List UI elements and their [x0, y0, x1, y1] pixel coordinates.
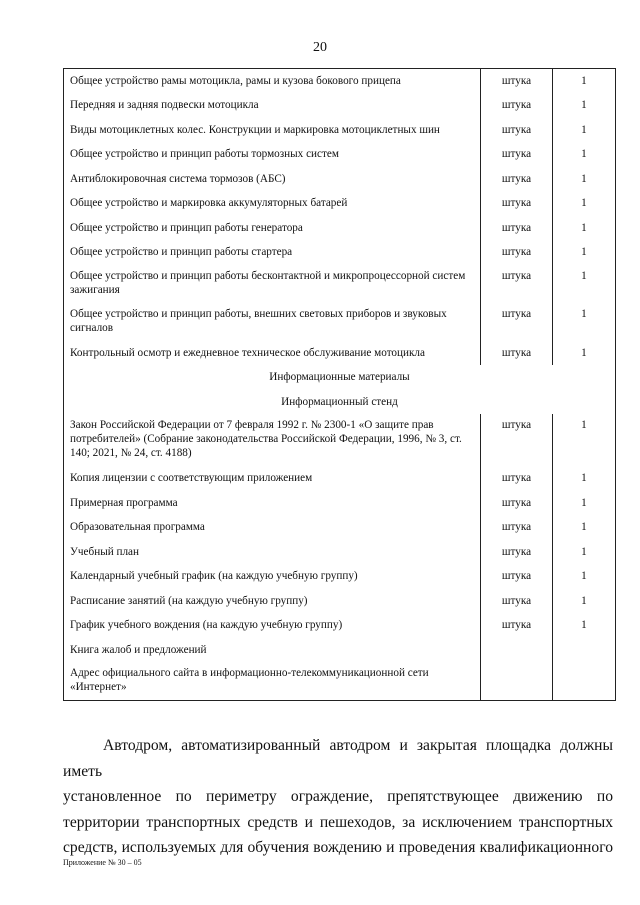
table-row	[64, 638, 616, 663]
row-qty: 1	[552, 216, 615, 241]
row-qty	[552, 662, 615, 700]
row-name: Учебный план	[64, 540, 481, 565]
table-row	[64, 69, 616, 94]
row-qty: 1	[552, 69, 615, 94]
footer-note: Приложение № 30 – 05	[63, 858, 142, 867]
row-unit: штука	[481, 216, 552, 241]
row-unit	[481, 662, 552, 700]
section-row	[64, 390, 616, 415]
row-name: Образовательная программа	[64, 515, 481, 540]
table-row	[64, 564, 616, 589]
section-heading: Информационные материалы	[64, 365, 616, 390]
row-name: Общее устройство и принцип работы тормозных систем	[64, 142, 481, 167]
row-qty: 1	[552, 540, 615, 565]
row-unit: штука	[481, 303, 552, 341]
table-row	[64, 466, 616, 491]
table-row	[64, 240, 616, 265]
row-unit: штука	[481, 93, 552, 118]
row-qty: 1	[552, 491, 615, 516]
row-name: Контрольный осмотр и ежедневное техническое обслуживание мотоцикла	[64, 341, 481, 366]
row-qty: 1	[552, 142, 615, 167]
row-name: Общее устройство и принцип работы бесконтактной и микропроцессорной систем зажигания	[64, 265, 481, 303]
row-unit: штука	[481, 191, 552, 216]
table-row	[64, 662, 616, 700]
row-unit: штука	[481, 491, 552, 516]
row-unit: штука	[481, 540, 552, 565]
table-row	[64, 142, 616, 167]
table-row	[64, 515, 616, 540]
row-qty: 1	[552, 466, 615, 491]
row-name: Общее устройство и принцип работы стартера	[64, 240, 481, 265]
row-qty: 1	[552, 303, 615, 341]
row-unit: штука	[481, 466, 552, 491]
row-qty: 1	[552, 167, 615, 192]
table-row	[64, 216, 616, 241]
equipment-table	[63, 68, 616, 701]
row-name: Книга жалоб и предложений	[64, 638, 481, 663]
row-unit: штука	[481, 118, 552, 143]
row-name: Календарный учебный график (на каждую учебную группу)	[64, 564, 481, 589]
row-name: Адрес официального сайта в информационно-телекоммуникационной сети «Интернет»	[64, 662, 481, 700]
row-qty	[552, 638, 615, 663]
row-name: Общее устройство и принцип работы генератора	[64, 216, 481, 241]
row-qty: 1	[552, 515, 615, 540]
row-qty: 1	[552, 93, 615, 118]
row-qty: 1	[552, 589, 615, 614]
table-row	[64, 589, 616, 614]
section-row	[64, 365, 616, 390]
row-unit: штука	[481, 414, 552, 466]
row-unit: штука	[481, 167, 552, 192]
body-line: Автодром, автоматизированный автодром и закрытая площадка должны иметь	[63, 737, 613, 780]
page-number: 20	[313, 40, 327, 55]
row-name: Расписание занятий (на каждую учебную группу)	[64, 589, 481, 614]
row-unit	[481, 638, 552, 663]
table-row	[64, 613, 616, 638]
row-unit: штука	[481, 613, 552, 638]
row-name: Копия лицензии с соответствующим приложением	[64, 466, 481, 491]
section-heading: Информационный стенд	[64, 390, 616, 415]
table-row	[64, 491, 616, 516]
row-unit: штука	[481, 341, 552, 366]
row-unit: штука	[481, 564, 552, 589]
row-qty: 1	[552, 191, 615, 216]
row-name: Виды мотоциклетных колес. Конструкции и маркировка мотоциклетных шин	[64, 118, 481, 143]
table-row	[64, 191, 616, 216]
table-row	[64, 265, 616, 303]
row-name: Примерная программа	[64, 491, 481, 516]
row-name: Общее устройство рамы мотоцикла, рамы и кузова бокового прицепа	[64, 69, 481, 94]
table-row	[64, 414, 616, 466]
table-row	[64, 167, 616, 192]
body-line: установленное по периметру ограждение, препятствующее движению по	[63, 788, 613, 805]
row-qty: 1	[552, 564, 615, 589]
body-paragraph	[63, 733, 613, 861]
row-qty: 1	[552, 265, 615, 303]
table-row	[64, 540, 616, 565]
row-unit: штука	[481, 142, 552, 167]
row-name: Общее устройство и принцип работы, внешних световых приборов и звуковых сигналов	[64, 303, 481, 341]
row-name: Передняя и задняя подвески мотоцикла	[64, 93, 481, 118]
table-row	[64, 303, 616, 341]
body-line: средств, используемых для обучения вождению и проведения квалификационного	[63, 839, 613, 856]
row-unit: штука	[481, 589, 552, 614]
body-line: территории транспортных средств и пешеходов, за исключением транспортных	[63, 813, 613, 831]
row-name: График учебного вождения (на каждую учебную группу)	[64, 613, 481, 638]
row-unit: штука	[481, 240, 552, 265]
row-qty: 1	[552, 341, 615, 366]
row-qty: 1	[552, 118, 615, 143]
row-qty: 1	[552, 613, 615, 638]
table-row	[64, 341, 616, 366]
row-name: Антиблокировочная система тормозов (АБС)	[64, 167, 481, 192]
row-unit: штука	[481, 69, 552, 94]
row-unit: штука	[481, 515, 552, 540]
row-qty: 1	[552, 414, 615, 466]
row-name: Общее устройство и маркировка аккумуляторных батарей	[64, 191, 481, 216]
row-name: Закон Российской Федерации от 7 февраля 1992 г. № 2300-1 «О защите прав потребителей» (Собрание законодательства Российской Федерации, 1996, № 3, ст. 140; 2021, № 24, ст. 4188)	[64, 414, 481, 466]
row-qty: 1	[552, 240, 615, 265]
table-row	[64, 93, 616, 118]
table-row	[64, 118, 616, 143]
row-unit: штука	[481, 265, 552, 303]
